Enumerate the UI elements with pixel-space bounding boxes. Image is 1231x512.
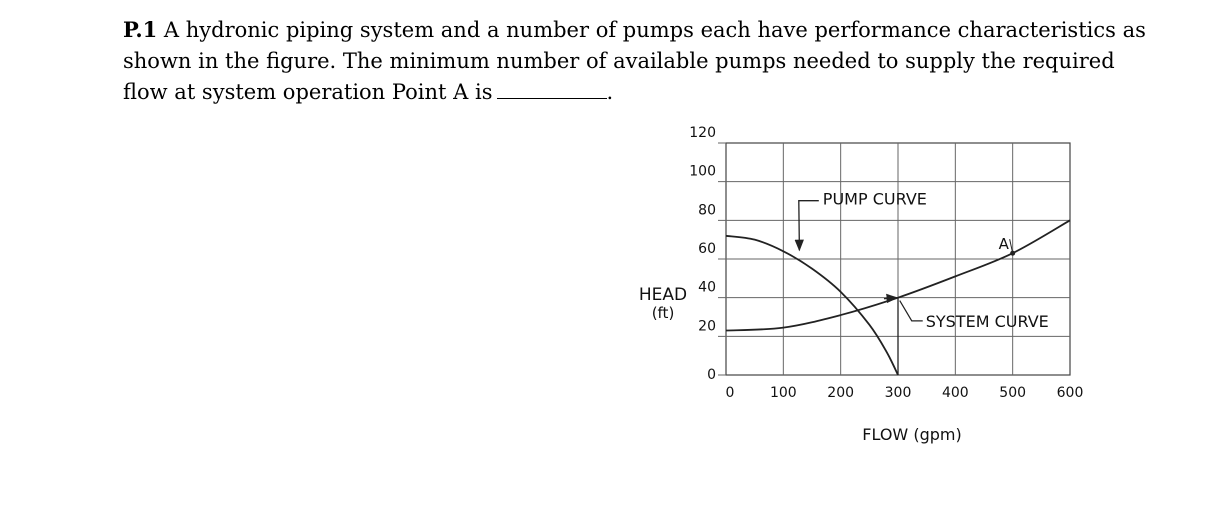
x-tick-label: 0 [725,385,735,401]
x-tick-label: 300 [884,385,912,401]
problem-line-2: shown in the figure. The minimum number of available pumps needed to supply the required [123,49,1115,73]
point-a-label: A [998,235,1009,254]
y-tick-label: 40 [698,279,716,296]
y-tick-label: 100 [689,163,716,180]
x-axis-label: FLOW (gpm) [862,425,962,444]
y-tick-label: 20 [698,318,716,335]
y-axis-label: HEAD [638,285,688,305]
y-tick-label: 60 [698,241,716,257]
y-tick-label: 80 [698,202,716,219]
chart-ticks [689,125,1083,401]
chart-annotations [799,190,1049,375]
system-curve-label: SYSTEM CURVE [925,311,1049,331]
y-axis-units: (ft) [651,304,675,322]
problem-text-1: A hydronic piping system and a number of pumps each have performance characteristics as [157,18,1146,42]
pump-curve-leader-arrow [799,201,819,251]
x-tick-label: 500 [999,385,1027,401]
x-tick-label: 100 [769,385,797,401]
chart-grid [718,143,1070,375]
x-tick-label: 400 [941,385,969,401]
x-tick-label: 600 [1056,385,1084,401]
x-tick-label: 200 [827,385,855,401]
pump-curve-label: PUMP CURVE [822,189,927,209]
problem-number: P.1 [123,17,158,42]
system-curve-leader [900,301,923,321]
chart-labels [639,285,962,444]
problem-text-3: flow at system operation Point A is [123,80,493,104]
y-tick-label: 120 [689,125,716,141]
problem-period: . [606,80,614,104]
y-tick-label: 0 [707,367,716,383]
